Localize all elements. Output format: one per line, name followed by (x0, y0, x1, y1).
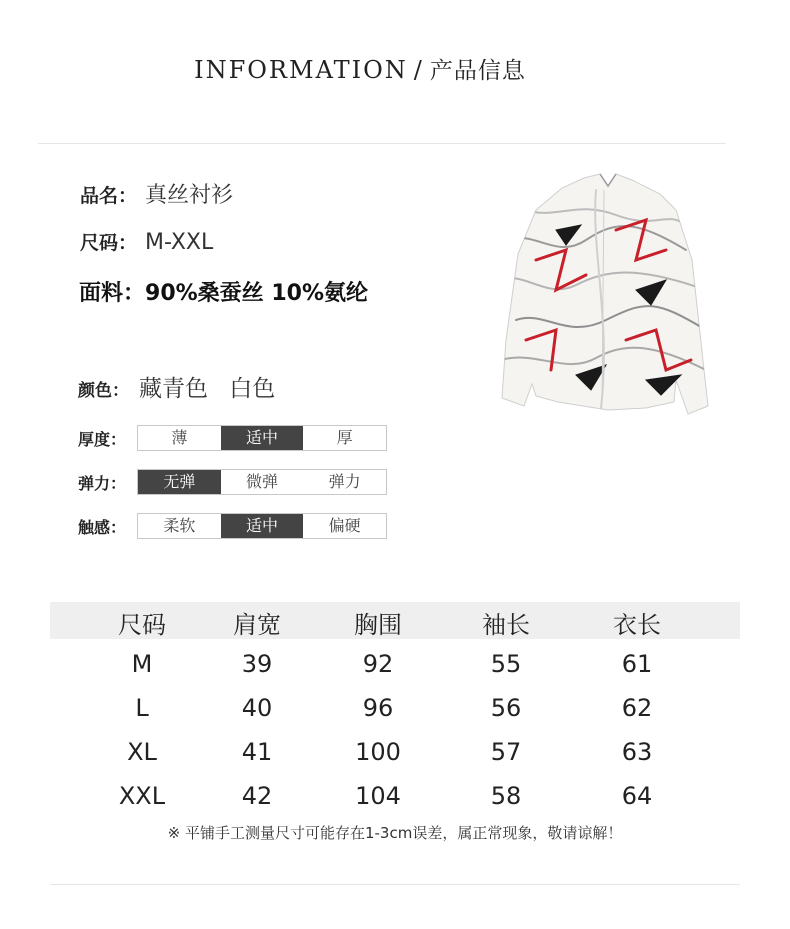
bottom-divider (50, 884, 740, 885)
elasticity-label: 弹力： (78, 474, 127, 493)
cell-sleeve: 56 (490, 694, 522, 722)
touch-option-soft: 柔软 (163, 516, 196, 535)
cell-sleeve: 55 (490, 650, 522, 678)
header-sleeve: 袖长 (482, 611, 530, 639)
product-shirt-image (496, 170, 710, 420)
cell-size: L (135, 694, 149, 722)
color-label: 颜色： (78, 381, 129, 401)
cell-chest: 96 (362, 694, 394, 722)
thickness-option-thin: 薄 (171, 428, 188, 447)
elasticity-option-stretch: 弹力 (328, 472, 361, 491)
thickness-option-thick: 厚 (336, 428, 353, 447)
touch-option-firm: 偏硬 (328, 516, 361, 535)
size-range-label: 尺码： (80, 232, 138, 254)
title-en: INFORMATION (194, 56, 408, 84)
table-row (50, 694, 740, 734)
size-range-value: M-XXL (145, 230, 214, 255)
fabric-value: 90%桑蚕丝 10%氨纶 (145, 281, 368, 306)
title-zh: 产品信息 (429, 58, 526, 84)
elasticity-option-slight: 微弹 (246, 472, 279, 491)
thickness-scale (137, 425, 387, 451)
cell-length: 61 (621, 650, 653, 678)
cell-size: XL (127, 738, 157, 766)
fabric-row (79, 276, 368, 307)
title-separator: / (413, 56, 424, 84)
elasticity-scale (137, 469, 387, 495)
product-name-row (80, 178, 233, 209)
thickness-option-medium: 适中 (221, 426, 304, 450)
cell-shoulder: 42 (241, 782, 273, 810)
size-table-header-row (50, 605, 740, 645)
table-row (50, 782, 740, 822)
cell-size: M (131, 650, 153, 678)
table-row (50, 738, 740, 778)
elasticity-option-none: 无弹 (138, 470, 221, 494)
page-title (0, 52, 720, 85)
cell-sleeve: 57 (490, 738, 522, 766)
table-row (50, 650, 740, 690)
cell-chest: 100 (355, 738, 401, 766)
cell-length: 62 (621, 694, 653, 722)
cell-length: 63 (621, 738, 653, 766)
touch-label: 触感： (78, 518, 127, 537)
cell-shoulder: 40 (241, 694, 273, 722)
touch-scale (137, 513, 387, 539)
header-size: 尺码 (118, 611, 166, 639)
header-chest: 胸围 (354, 611, 402, 639)
cell-shoulder: 41 (241, 738, 273, 766)
header-length: 衣长 (613, 611, 661, 639)
touch-option-medium: 适中 (221, 514, 304, 538)
product-name-label: 品名： (80, 185, 138, 207)
thickness-label: 厚度： (78, 430, 127, 449)
top-divider (38, 143, 726, 144)
cell-sleeve: 58 (490, 782, 522, 810)
cell-shoulder: 39 (241, 650, 273, 678)
measurement-note: ※ 平铺手工测量尺寸可能存在1-3cm误差，属正常现象，敬请谅解！ (167, 824, 623, 842)
cell-length: 64 (621, 782, 653, 810)
fabric-label: 面料： (79, 281, 146, 306)
header-shoulder: 肩宽 (233, 611, 281, 639)
product-name-value: 真丝衬衫 (145, 183, 234, 208)
size-range-row (80, 228, 213, 255)
cell-chest: 92 (362, 650, 394, 678)
cell-size: XXL (118, 782, 166, 810)
color-value: 藏青色 白色 (139, 376, 276, 402)
cell-chest: 104 (355, 782, 401, 810)
color-row (78, 370, 275, 403)
